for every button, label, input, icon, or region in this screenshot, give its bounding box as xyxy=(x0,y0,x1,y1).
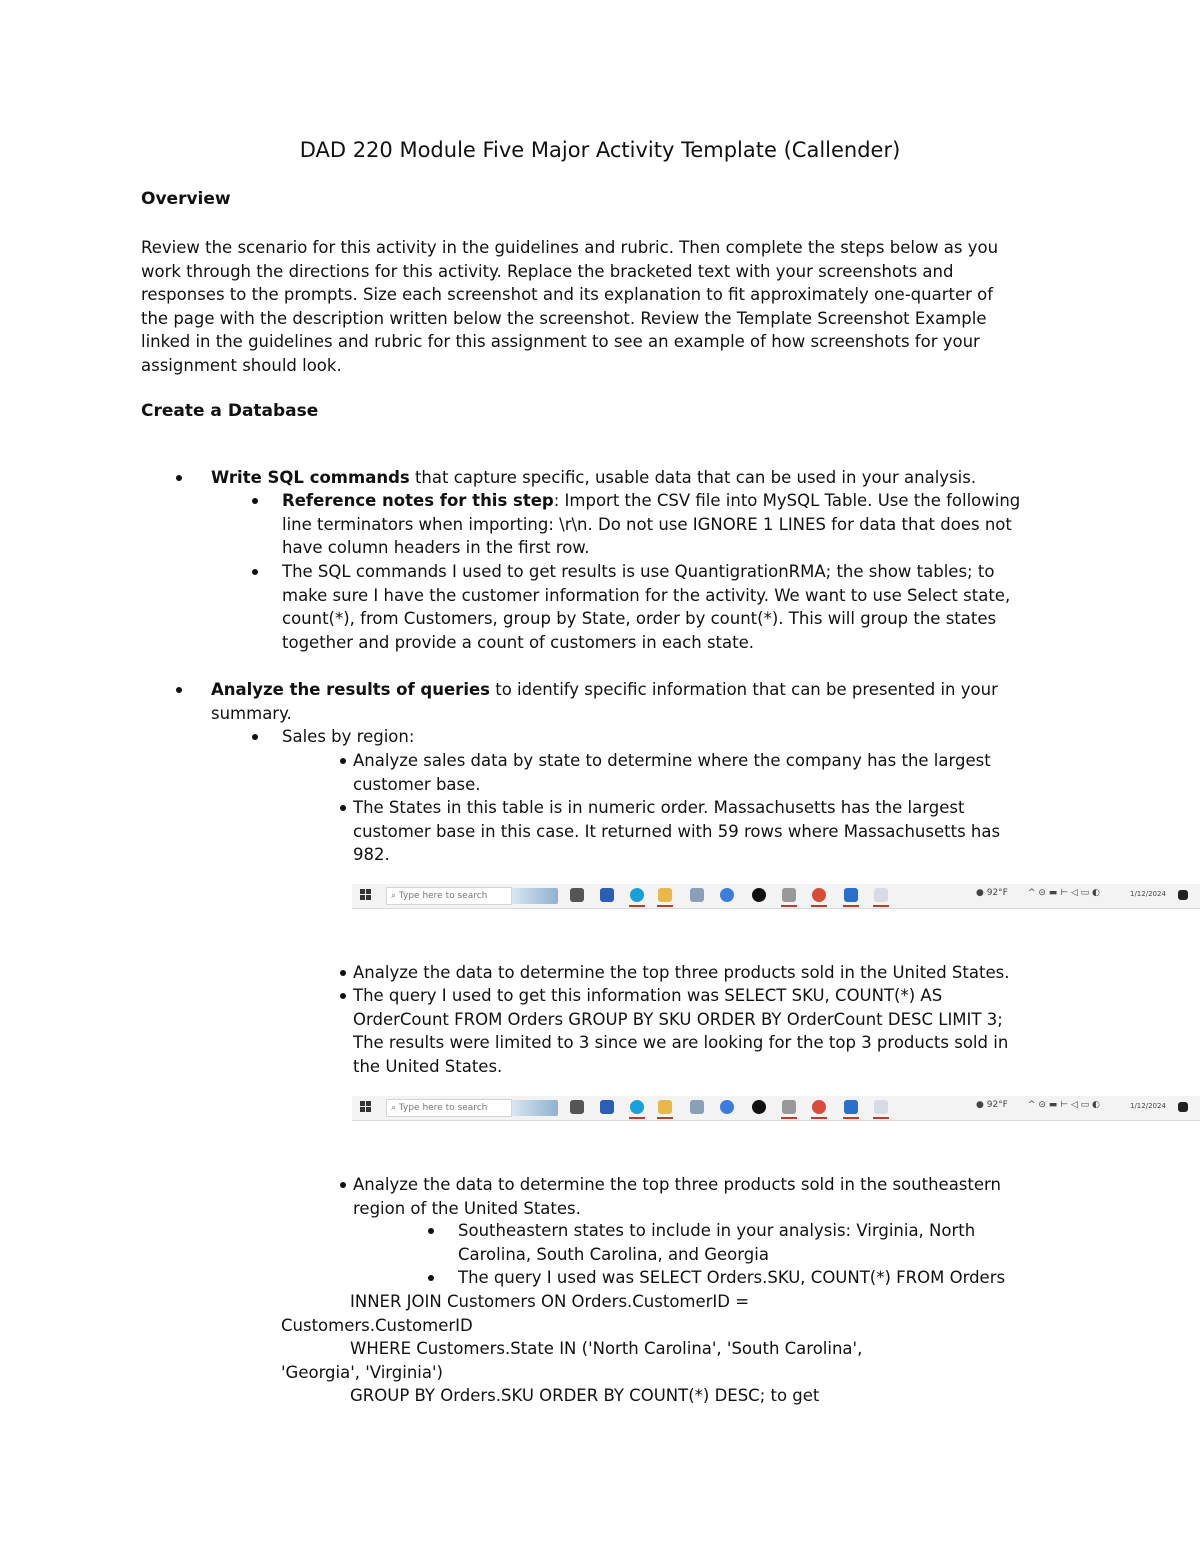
list-item-text: the United States. xyxy=(353,1056,503,1076)
app-icon xyxy=(844,1100,858,1114)
list-item-analyze-results xyxy=(211,678,998,725)
list-item-text: The SQL commands I used to get results is use QuantigrationRMA; the show tables; to xyxy=(282,562,995,581)
search-placeholder: Type here to search xyxy=(398,1103,488,1113)
app-icon xyxy=(720,888,734,902)
bullet-icon xyxy=(340,758,346,764)
bullet-icon xyxy=(428,1275,434,1281)
bullet-icon xyxy=(252,569,258,575)
bullet-icon xyxy=(340,805,346,811)
list-item-top-products-us: Analyze the data to determine the top three products sold in the United States. xyxy=(353,963,1010,982)
overview-heading: Overview xyxy=(141,189,231,209)
cortana-image-icon xyxy=(512,1100,558,1116)
overview-line: work through the directions for this activity. Replace the bracketed text with your screenshots and xyxy=(141,261,954,281)
list-item-states-result xyxy=(353,796,1000,867)
list-item-bold: Analyze the results of queries xyxy=(211,680,490,699)
taskbar-search-box: ⌕ Type here to search xyxy=(386,887,512,905)
overview-line: responses to the prompts. Size each screenshot and its explanation to fit approximately one-quarter of xyxy=(141,285,994,305)
settings-icon xyxy=(782,1100,796,1114)
weather-readout: ● 92°F xyxy=(976,1100,1008,1110)
task-view-icon xyxy=(570,1100,584,1114)
clock-date: 1/12/2024 xyxy=(1130,890,1166,898)
system-tray-icons: ^ ⊝ ▬ ⊢ ◁ ▭ ◐ xyxy=(1028,888,1100,898)
list-item-text: Analyze the data to determine the top three products sold in the southeastern xyxy=(353,1175,1001,1194)
cortana-image-icon xyxy=(512,888,558,904)
list-item-text: make sure I have the customer information for the activity. We want to use Select state, xyxy=(282,585,1011,605)
query-line: Customers.CustomerID xyxy=(281,1316,473,1335)
list-item-us-query xyxy=(353,984,1008,1078)
taskbar-search-box: ⌕ Type here to search xyxy=(386,1099,512,1117)
weather-text: 92°F xyxy=(986,888,1008,898)
list-item-se-states xyxy=(458,1219,975,1266)
list-item-bold: Reference notes for this step xyxy=(282,491,554,510)
bullet-icon xyxy=(252,498,258,504)
app-icon xyxy=(600,1100,614,1114)
list-item-text: Carolina, South Carolina, and Georgia xyxy=(458,1244,769,1264)
overview-paragraph xyxy=(141,236,998,378)
bullet-icon xyxy=(340,1182,346,1188)
query-line: INNER JOIN Customers ON Orders.CustomerID = xyxy=(350,1292,750,1311)
weather-readout: ● 92°F xyxy=(976,888,1008,898)
list-item-se-query: The query I used was SELECT Orders.SKU, COUNT(*) FROM Orders xyxy=(458,1268,1006,1287)
page-title: DAD 220 Module Five Major Activity Template (Callender) xyxy=(299,138,901,162)
bullet-icon xyxy=(176,687,182,693)
weather-text: 92°F xyxy=(986,1100,1008,1110)
query-line: WHERE Customers.State IN ('North Carolina', 'South Carolina', xyxy=(350,1339,863,1358)
bullet-icon xyxy=(340,970,346,976)
list-item-text: together and provide a count of customers in each state. xyxy=(282,632,754,652)
app-icon xyxy=(720,1100,734,1114)
list-item-text: OrderCount FROM Orders GROUP BY SKU ORDER BY OrderCount DESC LIMIT 3; xyxy=(353,1009,1003,1029)
list-item-text: The States in this table is in numeric order. Massachusetts has the largest xyxy=(353,798,965,817)
app-icon xyxy=(752,1100,766,1114)
chrome-icon xyxy=(812,888,826,902)
clock-date: 1/12/2024 xyxy=(1130,1102,1166,1110)
list-item-text: The results were limited to 3 since we are looking for the top 3 products sold in xyxy=(353,1033,1009,1053)
folder-icon xyxy=(658,888,672,902)
windows-start-icon xyxy=(360,1101,372,1113)
bullet-icon xyxy=(252,734,258,740)
notification-icon xyxy=(1178,1102,1188,1112)
list-item-text: : Import the CSV file into MySQL Table. Use the following xyxy=(553,491,1021,510)
system-tray-icons: ^ ⊝ ▬ ⊢ ◁ ▭ ◐ xyxy=(1028,1100,1100,1110)
list-item-text: summary. xyxy=(211,703,292,723)
chrome-icon xyxy=(812,1100,826,1114)
query-line: 'Georgia', 'Virginia') xyxy=(281,1363,443,1382)
list-item-sql-commands xyxy=(282,560,1010,654)
edge-icon xyxy=(630,888,644,902)
edge-icon xyxy=(630,1100,644,1114)
list-item-top-products-se xyxy=(353,1173,1001,1220)
overview-line: the page with the description written below the screenshot. Review the Template Screenshot Example xyxy=(141,308,987,328)
bullet-icon xyxy=(340,993,346,999)
app-icon xyxy=(690,888,704,902)
app-icon xyxy=(600,888,614,902)
overview-line: Review the scenario for this activity in the guidelines and rubric. Then complete the steps below as you xyxy=(141,238,999,257)
list-item-text: region of the United States. xyxy=(353,1198,581,1218)
list-item-sales-by-region: Sales by region: xyxy=(282,727,415,746)
list-item-write-sql xyxy=(211,466,976,490)
list-item-bold: Write SQL commands xyxy=(211,468,410,487)
list-item-reference-notes xyxy=(282,489,1020,560)
list-item-text: line terminators when importing: \r\n. Do not use IGNORE 1 LINES for data that does not xyxy=(282,514,1012,534)
app-icon xyxy=(874,1100,888,1114)
app-icon xyxy=(844,888,858,902)
list-item-analyze-state xyxy=(353,749,991,796)
app-icon xyxy=(752,888,766,902)
list-item-text: have column headers in the first row. xyxy=(282,538,590,558)
screenshot-taskbar xyxy=(352,884,1200,909)
list-item-text: Analyze sales data by state to determine where the company has the largest xyxy=(353,751,991,770)
task-view-icon xyxy=(570,888,584,902)
folder-icon xyxy=(658,1100,672,1114)
list-item-text: count(*), from Customers, group by State, order by count(*). This will group the states xyxy=(282,609,997,629)
app-icon xyxy=(874,888,888,902)
settings-icon xyxy=(782,888,796,902)
list-item-text: that capture specific, usable data that can be used in your analysis. xyxy=(409,468,977,487)
screenshot-taskbar xyxy=(352,1096,1200,1121)
overview-line: linked in the guidelines and rubric for this assignment to see an example of how screenshots for your xyxy=(141,332,980,352)
windows-start-icon xyxy=(360,889,372,901)
list-item-text: customer base. xyxy=(353,774,481,794)
app-icon xyxy=(690,1100,704,1114)
list-item-text: Southeastern states to include in your analysis: Virginia, North xyxy=(458,1221,976,1240)
bullet-icon xyxy=(428,1228,434,1234)
bullet-icon xyxy=(176,475,182,481)
query-line: GROUP BY Orders.SKU ORDER BY COUNT(*) DESC; to get xyxy=(350,1386,820,1405)
list-item-text: to identify specific information that can be presented in your xyxy=(490,680,998,699)
list-item-text: The query I used to get this information was SELECT SKU, COUNT(*) AS xyxy=(353,986,943,1005)
notification-icon xyxy=(1178,890,1188,900)
overview-line: assignment should look. xyxy=(141,355,342,375)
list-item-text: customer base in this case. It returned with 59 rows where Massachusetts has xyxy=(353,821,1001,841)
section-heading: Create a Database xyxy=(141,401,319,421)
list-item-text: 982. xyxy=(353,845,390,865)
search-placeholder: Type here to search xyxy=(398,891,488,901)
